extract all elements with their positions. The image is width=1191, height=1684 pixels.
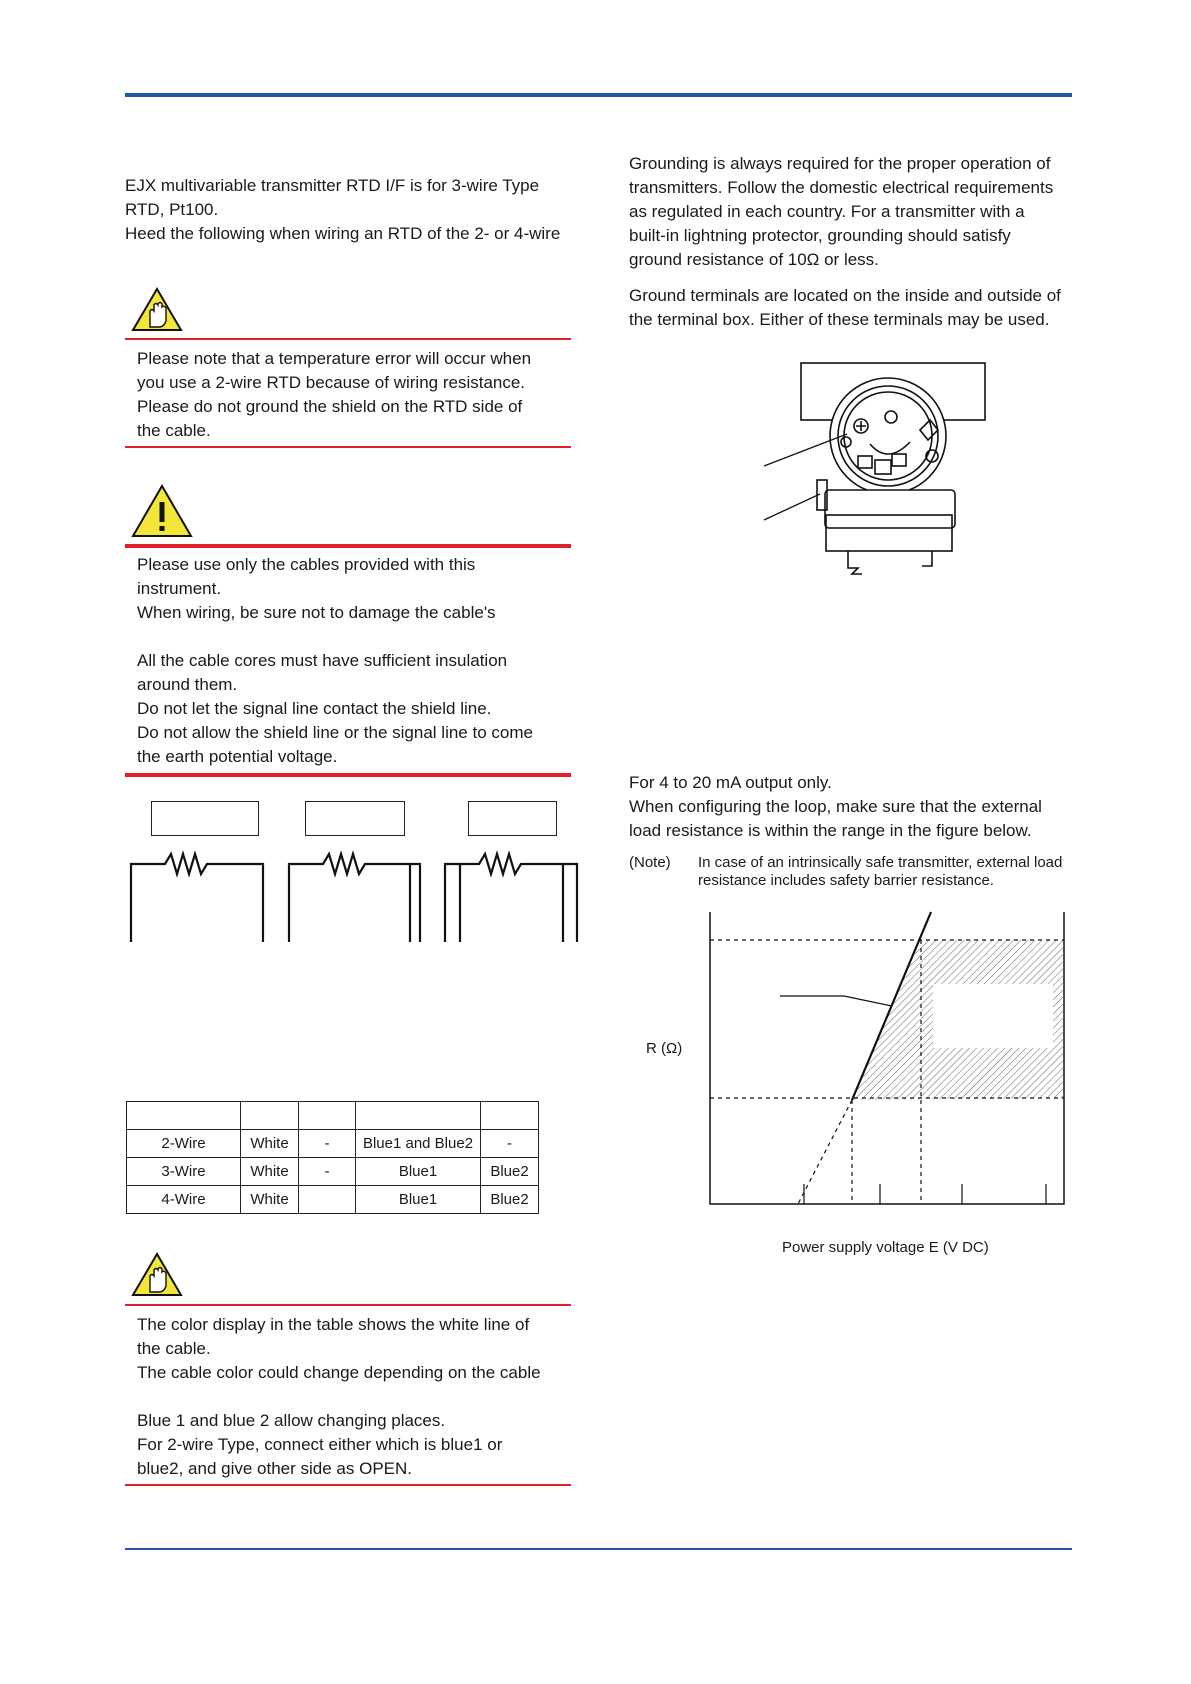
note1-text: Please note that a temperature error will occur when you use a 2-wire RTD because of wiring resistance. Please do not ground the shield on the RTD side of the cable. — [137, 349, 532, 440]
terminal-text: Ground terminals are located on the inside and outside of the terminal box. Either of these terminals may be used. — [629, 286, 1061, 329]
note2-bottom-rule — [125, 1484, 571, 1486]
table-row: 2-Wire White - Blue1 and Blue2 - — [127, 1130, 539, 1158]
wire-color-table — [126, 1101, 539, 1214]
note1-top-rule — [125, 338, 571, 340]
rtd-wiring-diagram — [125, 850, 585, 945]
rtd-4wire-label-box — [468, 801, 557, 836]
rtd-2wire-label-box — [151, 801, 259, 836]
chart-ylabel: R (Ω) — [646, 1040, 683, 1057]
caution-warning-icon — [131, 484, 193, 538]
chart-leader-line — [780, 996, 892, 1006]
loop-text: For 4 to 20 mA output only. When configuring the loop, make sure that the external load resistance is within the range in the figure below. — [629, 773, 1042, 840]
intro-text: EJX multivariable transmitter RTD I/F is for 3-wire Type RTD, Pt100. Heed the following when wiring an RTD of the 2- or 4-wire — [125, 176, 561, 243]
note-hand-icon — [131, 1252, 183, 1297]
chart-xlabel: Power supply voltage E (V DC) — [782, 1239, 989, 1256]
caution-text: Please use only the cables provided with this instrument. When wiring, be sure not to damage the cable's All the cable cores must have sufficient insulation around them. Do not let the signal line contact the shield line. Do not allow the shield line or the signal line to come the earth potential voltage. — [137, 555, 533, 766]
caution-bottom-rule — [125, 773, 571, 777]
table-header-row — [127, 1102, 539, 1130]
note-body: In case of an intrinsically safe transmitter, external load resistance includes safety barrier resistance. — [698, 854, 1063, 889]
header-rule — [125, 93, 1072, 97]
grounding-text: Grounding is always required for the proper operation of transmitters. Follow the domestic electrical requirements as regulated in each country. For a transmitter with a built-in lightning protector, grounding should satisfy ground resistance of 10Ω or less. — [629, 154, 1054, 269]
note2-text: The color display in the table shows the white line of the cable. The cable color could change depending on the cable Blue 1 and blue 2 allow changing places. For 2-wire Type, connect either which is blue1 or blue2, and give other side as OPEN. — [137, 1315, 541, 1478]
chart-label-box — [933, 984, 1053, 1048]
note2-top-rule — [125, 1304, 571, 1306]
extrapolation-line — [798, 1100, 852, 1204]
table-row: 3-Wire White - Blue1 Blue2 — [127, 1158, 539, 1186]
footer-rule — [125, 1548, 1072, 1550]
terminal-box-illustration — [760, 360, 990, 600]
note1-bottom-rule — [125, 446, 571, 448]
caution-top-rule — [125, 544, 571, 548]
note-hand-icon — [131, 287, 183, 332]
note-label: (Note) — [629, 854, 671, 871]
rtd-3wire-label-box — [305, 801, 405, 836]
load-resistance-chart — [700, 900, 1070, 1210]
table-row: 4-Wire White Blue1 Blue2 — [127, 1186, 539, 1214]
